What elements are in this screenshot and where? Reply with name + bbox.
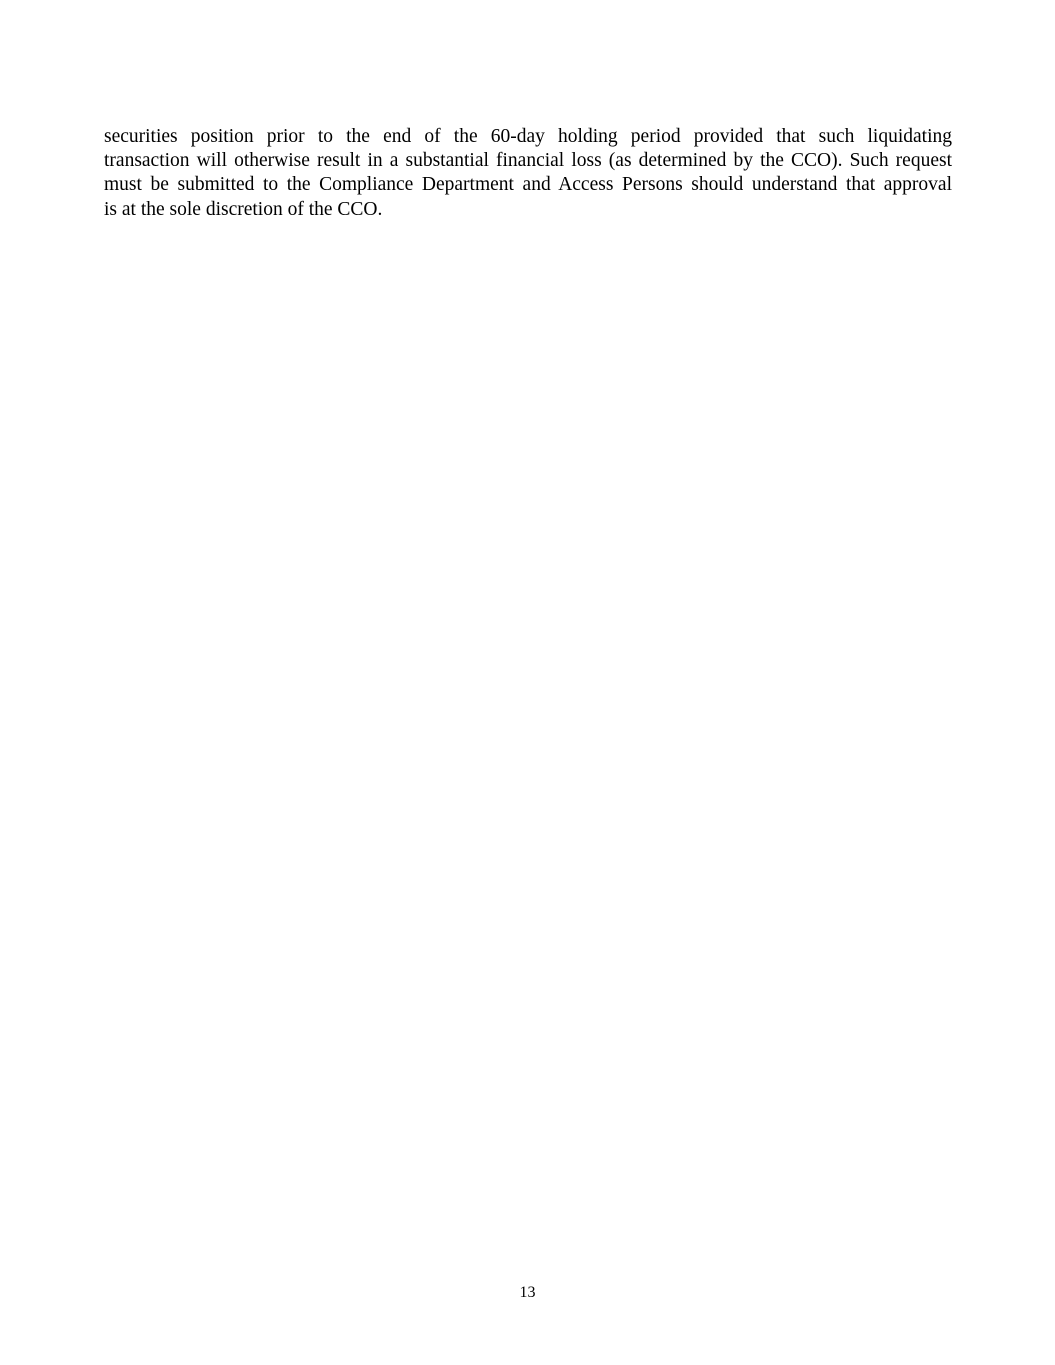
page-number: 13	[519, 1284, 536, 1301]
body-paragraph	[104, 125, 952, 222]
paragraph-line: transaction will otherwise result in a substantial financial loss (as determined by the CCO). Such request	[104, 150, 952, 172]
paragraph-line: must be submitted to the Compliance Department and Access Persons should understand that approval	[104, 174, 952, 196]
paragraph-line: is at the sole discretion of the CCO.	[104, 198, 383, 220]
paragraph-line: securities position prior to the end of the 60-day holding period provided that such liquidating	[104, 126, 952, 147]
